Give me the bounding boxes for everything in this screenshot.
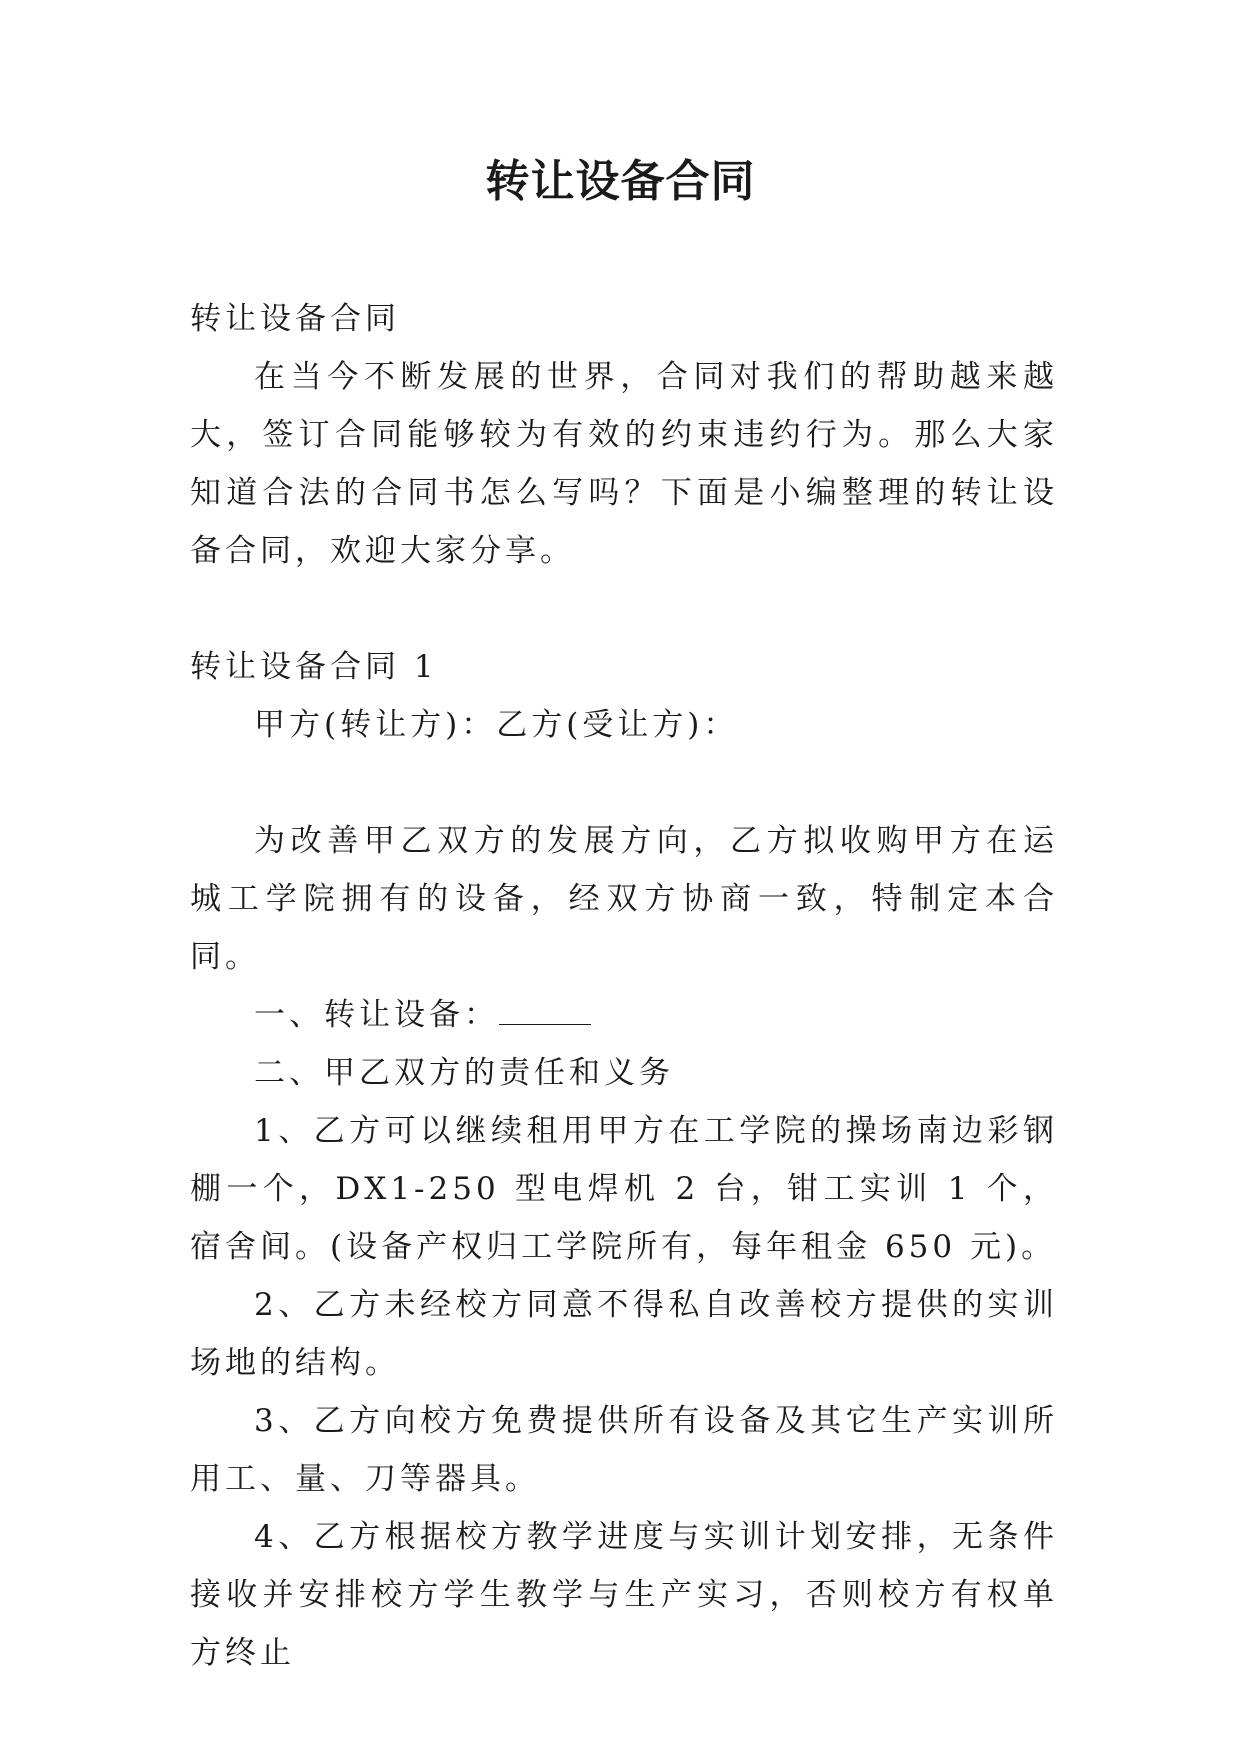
paragraph-spacer <box>190 580 1058 638</box>
document-body <box>190 290 1058 1682</box>
purpose-paragraph: 为改善甲乙双方的发展方向，乙方拟收购甲方在运城工学院拥有的设备，经双方协商一致，特制定本合同。 <box>190 823 1058 975</box>
fill-in-blank <box>499 996 591 1025</box>
clause-item: 3、乙方向校方免费提供所有设备及其它生产实训所用工、量、刀等器具。 <box>190 1403 1058 1497</box>
clause-responsibilities: 二、甲乙双方的责任和义务 <box>254 1055 674 1091</box>
clause-item: 2、乙方未经校方同意不得私自改善校方提供的实训场地的结构。 <box>190 1287 1058 1381</box>
clause-equipment-label: 一、转让设备： <box>254 997 499 1033</box>
document-title: 转让设备合同 <box>485 156 756 207</box>
parties-line: 甲方(转让方)：乙方(受让方)： <box>254 707 739 743</box>
clause-item: 1、乙方可以继续租用甲方在工学院的操场南边彩钢棚一个，DX1-250 型电焊机 2 台，钳工实训 1 个，宿舍间。(设备产权归工学院所有，每年租金 650 元)。 <box>190 1113 1058 1265</box>
intro-heading: 转让设备合同 <box>190 301 400 337</box>
section-heading: 转让设备合同 1 <box>190 649 438 685</box>
clause-equipment <box>190 986 1058 1044</box>
paragraph-spacer <box>190 754 1058 812</box>
clause-item: 4、乙方根据校方教学进度与实训计划安排，无条件接收并安排校方学生教学与生产实习，否则校方有权单方终止 <box>190 1519 1058 1671</box>
intro-paragraph: 在当今不断发展的世界，合同对我们的帮助越来越大，签订合同能够较为有效的约束违约行为。那么大家知道合法的合同书怎么写吗？下面是小编整理的转让设备合同，欢迎大家分享。 <box>190 359 1058 569</box>
